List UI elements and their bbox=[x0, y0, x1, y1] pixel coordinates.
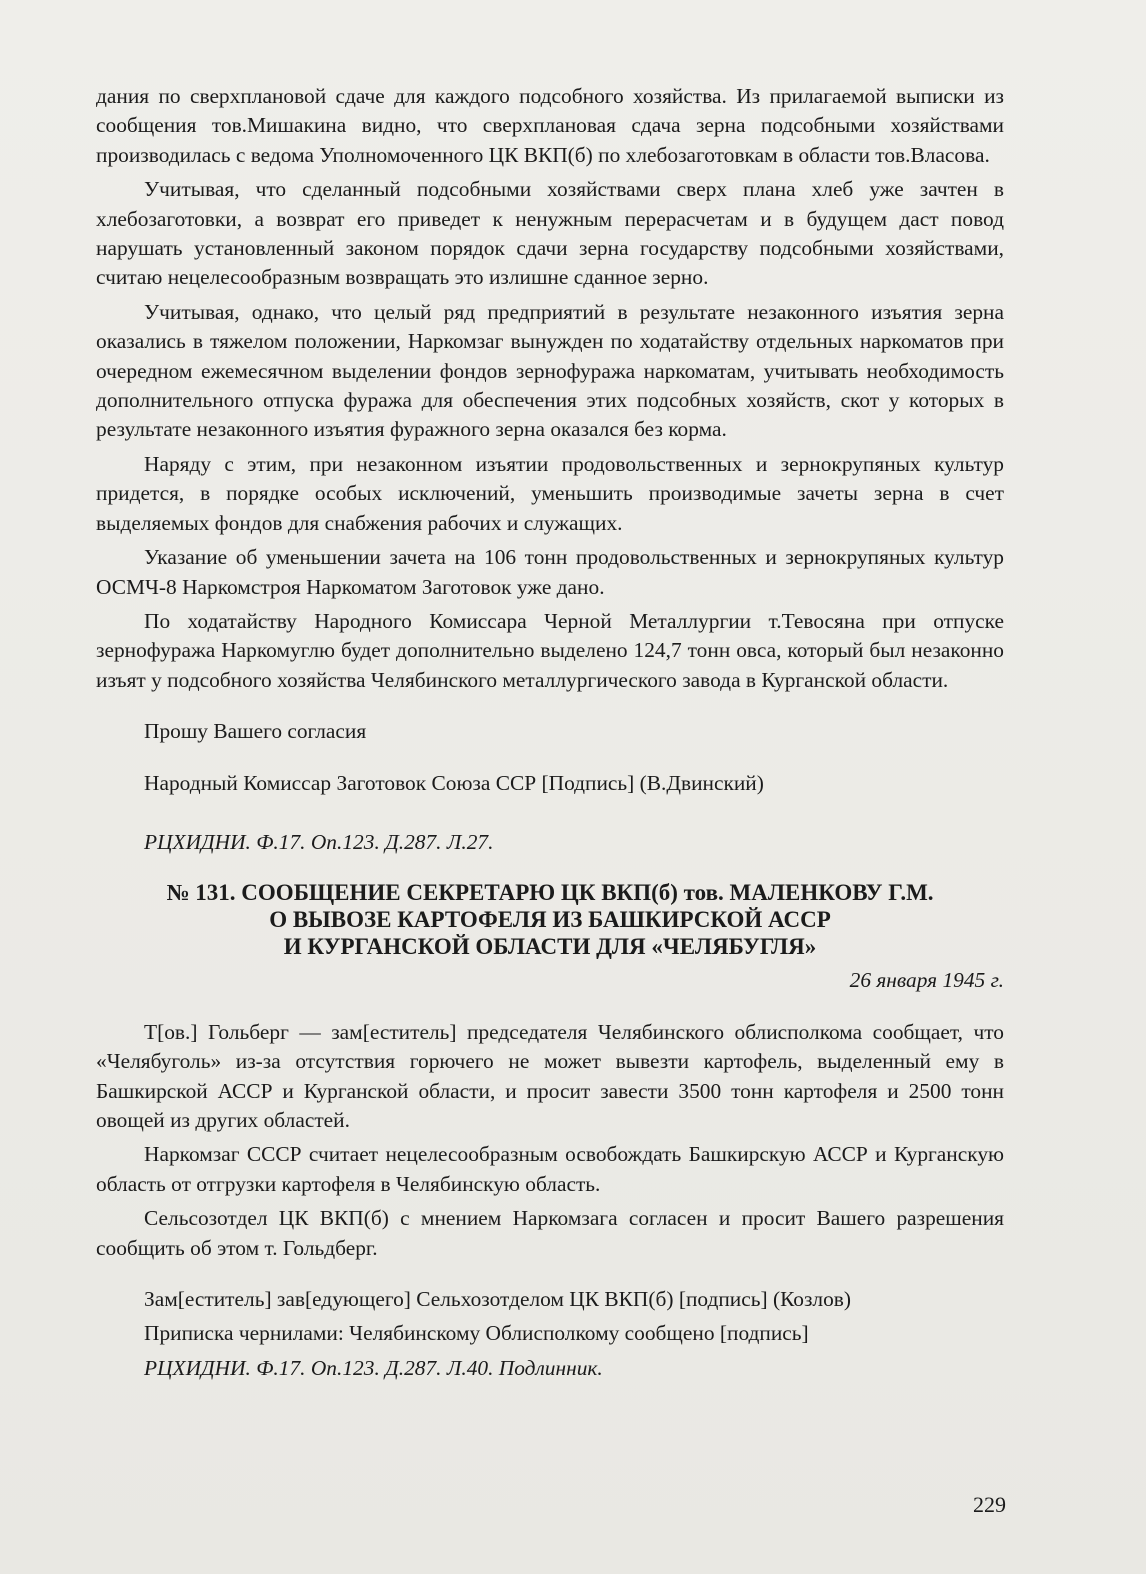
archive-source: РЦХИДНИ. Ф.17. Оп.123. Д.287. Л.40. Подлинник. bbox=[144, 1355, 603, 1380]
handwritten-note-line: Приписка чернилами: Челябинскому Облисполкому сообщено [подпись] bbox=[144, 1321, 809, 1346]
page-number: 229 bbox=[973, 1492, 1006, 1517]
paragraph: Наряду с этим, при незаконном изъятии продовольственных и зернокрупяных культур придется, в порядке особых исключений, уменьшить производимые зачеты зерна в счет выделяемых фондов для снабжения рабочих и служащих. bbox=[96, 451, 1004, 535]
paragraph: Указание об уменьшении зачета на 106 тонн продовольственных и зернокрупяных культур ОСМЧ-8 Наркомстроя Наркоматом Заготовок уже дано. bbox=[96, 545, 1004, 599]
paragraph-continuation: дания по сверхплановой сдаче для каждого подсобного хозяйства. Из прилагаемой выписки из сообщения тов.Мишакина видно, что сверхплановая сдача зерна подсобными хозяйствами производилась с ведома Уполномоченного ЦК ВКП(б) по хлебозаготовкам в области тов.Власова. bbox=[96, 84, 1004, 167]
paragraph: Сельсозотдел ЦК ВКП(б) с мнением Наркомзага согласен и просит Вашего разрешения сообщить об этом т. Гольдберг. bbox=[96, 1206, 1004, 1260]
signature-line: Народный Комиссар Заготовок Союза ССР [Подпись] (В.Двинский) bbox=[144, 770, 764, 795]
heading-line: № 131. СООБЩЕНИЕ СЕКРЕТАРЮ ЦК ВКП(б) тов. МАЛЕНКОВУ Г.М. bbox=[166, 880, 934, 906]
heading-line: И КУРГАНСКОЙ ОБЛАСТИ ДЛЯ «ЧЕЛЯБУГЛЯ» bbox=[283, 934, 817, 960]
paragraph: Учитывая, что сделанный подсобными хозяйствами сверх плана хлеб уже зачтен в хлебозаготовки, а возврат его приведет к ненужным перерасчетам и в будущем даст повод нарушать установленный законом порядок сдачи зерна государству подсобными хозяйствами, считаю нецелесообразным возвращать это излишне сданное зерно. bbox=[96, 177, 1004, 290]
archive-source: РЦХИДНИ. Ф.17. Оп.123. Д.287. Л.27. bbox=[144, 829, 494, 854]
paragraph: Наркомзаг СССР считает нецелесообразным освобождать Башкирскую АССР и Курганскую область от отгрузки картофеля в Челябинскую область. bbox=[96, 1142, 1004, 1196]
heading-line: О ВЫВОЗЕ КАРТОФЕЛЯ ИЗ БАШКИРСКОЙ АССР bbox=[269, 907, 831, 933]
document-heading bbox=[96, 879, 1004, 960]
paragraph: По ходатайству Народного Комиссара Черной Металлургии т.Тевосяна при отпуске зернофуража Наркомуглю будет дополнительно выделено 124,7 тонн овса, который был незаконно изъят у подсобного хозяйства Челябинского металлургического завода в Курганской области. bbox=[96, 608, 1004, 692]
document-date: 26 января 1945 г. bbox=[849, 968, 1004, 993]
paragraph: Т[ов.] Гольберг — зам[еститель] председателя Челябинского облисполкома сообщает, что «Челябуголь» из-за отсутствия горючего не может вывезти картофель, выделенный ему в Башкирской АССР и Курганской области, и просит завести 3500 тонн картофеля и 2500 тонн овощей из других областей. bbox=[96, 1019, 1004, 1132]
document-body bbox=[96, 82, 1004, 1383]
paragraph: Учитывая, однако, что целый ряд предприятий в результате незаконного изъятия зерна оказались в тяжелом положении, Наркомзаг вынужден по ходатайству отдельных наркоматов при очередном ежемесячном выделении фондов зернофуража наркоматам, учитывать необходимость дополнительного отпуска фуража для обеспечения этих подсобных хозяйств, скот у которых в результате незаконного изъятия фуражного зерна оказался без корма. bbox=[96, 299, 1004, 442]
request-line: Прошу Вашего согласия bbox=[144, 719, 367, 744]
signature-line: Зам[еститель] зав[едующего] Сельхозотделом ЦК ВКП(б) [подпись] (Козлов) bbox=[144, 1287, 852, 1311]
